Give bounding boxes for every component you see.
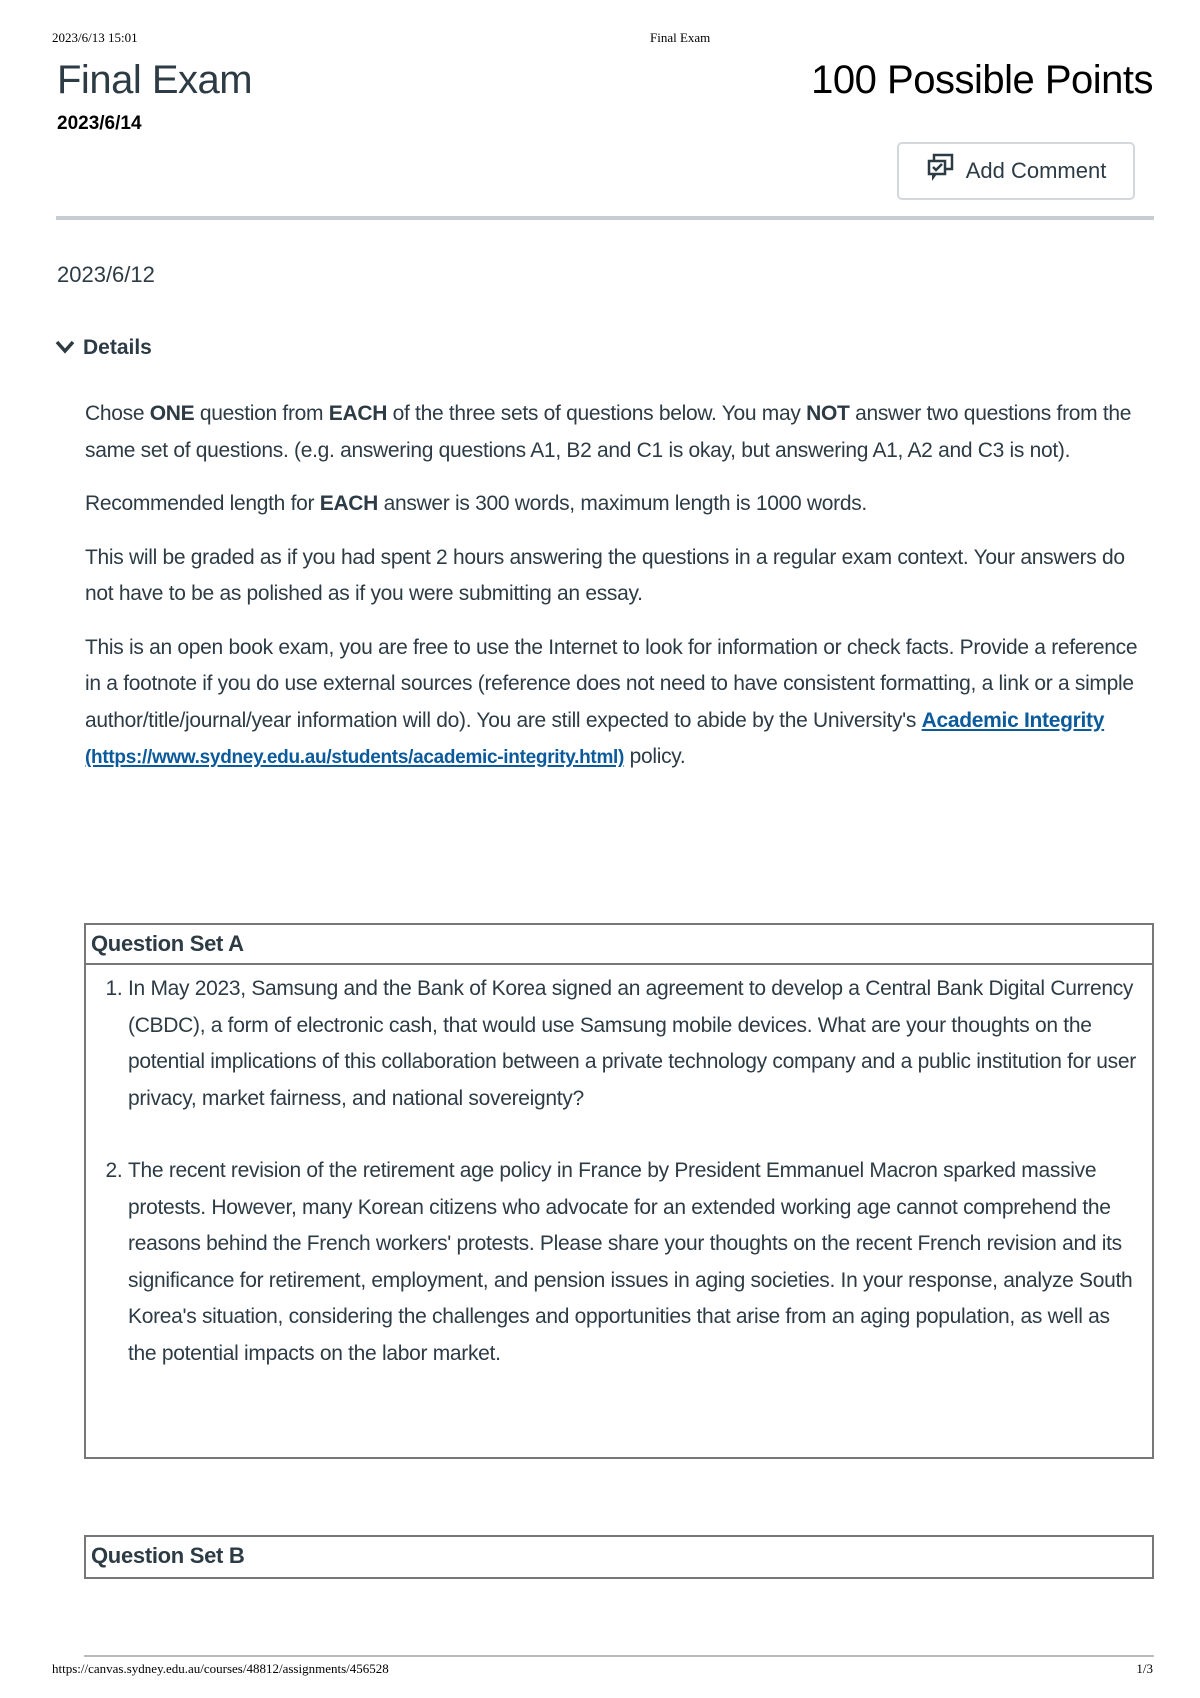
instructions	[85, 396, 1145, 794]
print-url: https://canvas.sydney.edu.au/courses/48812/assignments/456528	[52, 1661, 389, 1676]
question-set-title: Question Set B	[91, 1543, 245, 1568]
academic-integrity-link[interactable]: Academic Integrity (https://www.sydney.edu.au/students/academic-integrity.html)	[85, 708, 1105, 768]
assignment-date: 2023/6/12	[57, 262, 155, 287]
page-number: 1/3	[1136, 1661, 1153, 1676]
possible-points: 100 Possible Points	[811, 58, 1153, 102]
footer-divider	[84, 1655, 1154, 1657]
question-set-a	[84, 923, 1154, 1459]
instruction-p3: This will be graded as if you had spent 2 hours answering the questions in a regular exam context. Your answers do not have to be as polished as if you were submitting an essay.	[85, 545, 1125, 605]
question-set-b	[84, 1535, 1154, 1579]
due-date: 2023/6/14	[57, 113, 142, 134]
comment-icon	[926, 153, 956, 189]
details-toggle[interactable]	[55, 336, 152, 360]
details-label: Details	[83, 336, 152, 359]
page-title: Final Exam	[57, 58, 253, 102]
instruction-p4: This is an open book exam, you are free to use the Internet to look for information or check facts. Provide a reference in a footnote if you do use external sources (reference does not need to have consistent formatting, a link or a simple author/title/journal/year information will do). You are still expected to abide by the University's Academic Integrity (https://www.sydney.edu.au/students/academic-integrity.html) policy.	[85, 635, 1138, 768]
question-set-title: Question Set A	[86, 925, 1152, 965]
add-comment-button[interactable]	[897, 142, 1135, 200]
question-item: 2. The recent revision of the retirement age policy in France by President Emmanuel Macron sparked massive protests. However, many Korean citizens who advocate for an extended working age cannot comprehend the reasons behind the French workers' protests. Please share your thoughts on the recent French revision and its significance for retirement, employment, and pension issues in aging societies. In your response, analyze South Korea's situation, considering the challenges and opportunities that arise from an aging population, as well as the potential impacts on the labor market.	[128, 1153, 1142, 1372]
print-title: Final Exam	[650, 30, 711, 45]
print-timestamp: 2023/6/13 15:01	[52, 30, 138, 45]
question-item: 1. In May 2023, Samsung and the Bank of Korea signed an agreement to develop a Central Bank Digital Currency (CBDC), a form of electronic cash, that would use Samsung mobile devices. What are your thoughts on the potential implications of this collaboration between a private technology company and a public institution for user privacy, market fairness, and national sovereignty?	[128, 971, 1142, 1117]
add-comment-label: Add Comment	[965, 158, 1107, 183]
chevron-down-icon	[55, 336, 75, 360]
header-divider	[56, 216, 1154, 220]
instruction-p2: Recommended length for EACH answer is 300 words, maximum length is 1000 words.	[85, 492, 867, 515]
instruction-p1: Chose ONE question from EACH of the three sets of questions below. You may NOT answer two questions from the same set of questions. (e.g. answering questions A1, B2 and C1 is okay, but answering A1, A2 and C3 is not).	[85, 402, 1132, 462]
